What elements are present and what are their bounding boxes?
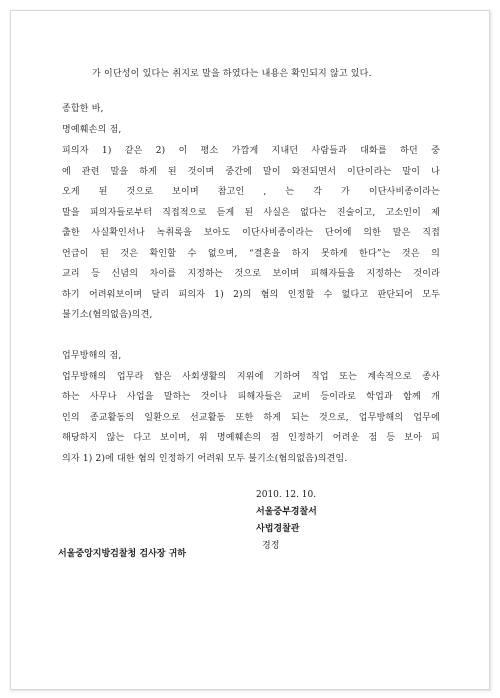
defamation-line-8: 하기 어려워보이며 달리 피의자 1) 2)의 혐의 인정할 수 없다고 판단되어 모두 — [62, 290, 440, 300]
obstruction-line-2: 하는 사무나 사업을 말하는 것이나 피해자들은 교비 등이라로 학업과 함께 개 — [62, 392, 440, 402]
defamation-line-3: 오게 된 것으로 보이며 참고인 , 는 각 가 이단사비종이라는 — [62, 187, 440, 197]
defamation-heading: 명예훼손의 점, — [62, 125, 122, 135]
signature-agency: 서울중부경찰서 — [256, 507, 317, 517]
defamation-line-1: 피의자 1) 같은 2) 이 평소 가깝게 지내던 사람들과 대화를 하던 중 — [62, 146, 440, 156]
obstruction-line-3: 인의 종교활동의 일환으로 선교활동 또한 하게 되는 것으로, 업무방해의 업무에 — [62, 413, 440, 423]
obstruction-line-4: 해당하지 않는 다고 보이며, 위 명예훼손의 점 인정하기 어려운 점 등 보아 피 — [62, 433, 440, 443]
defamation-line-9: 불기소(혐의없음)의견, — [62, 310, 153, 320]
signature-rank: 경정 — [262, 541, 280, 551]
defamation-line-4: 말을 피의자들로부터 직접적으로 듣게 된 사실은 없다는 진술이고, 고소인이 제 — [62, 208, 440, 218]
defamation-line-7: 교리 등 신념의 차이를 지정하는 것으로 보이며 피해자들을 지정하는 것이라 — [62, 269, 440, 279]
summary-heading: 종합한 바, — [62, 104, 104, 114]
defamation-line-5: 출한 사실확인서나 녹취록을 보아도 이단사비종이라는 단어에 의한 말은 직접 — [62, 228, 440, 238]
obstruction-line-5: 의자 1) 2)에 대한 혐의 인정하기 어려워 모두 불기소(혐의없음)의견임. — [62, 454, 348, 464]
obstruction-heading: 업무방해의 점, — [62, 351, 122, 361]
frame-shadow — [12, 689, 490, 692]
defamation-line-2: 에 관련 말을 하게 된 것이며 중간에 말이 와전되면서 이단이라는 말이 나 — [62, 167, 440, 177]
signature-date: 2010. 12. 10. — [256, 490, 317, 500]
signature-officer: 사법경찰관 — [256, 524, 300, 534]
defamation-line-6: 언급이 된 것은 확인할 수 없으며, “결혼을 하지 못하게 한다”는 것은 의 — [62, 249, 440, 259]
recipient-line: 서울중앙지방검찰청 검사장 귀하 — [58, 549, 186, 559]
intro-line: 가 이단성이 있다는 취지로 말을 하였다는 내용은 확인되지 않고 있다. — [92, 69, 372, 79]
obstruction-line-1: 업무방해의 업무라 함은 사회생활의 지위에 기하여 직업 또는 계속적으로 종사 — [62, 372, 440, 382]
